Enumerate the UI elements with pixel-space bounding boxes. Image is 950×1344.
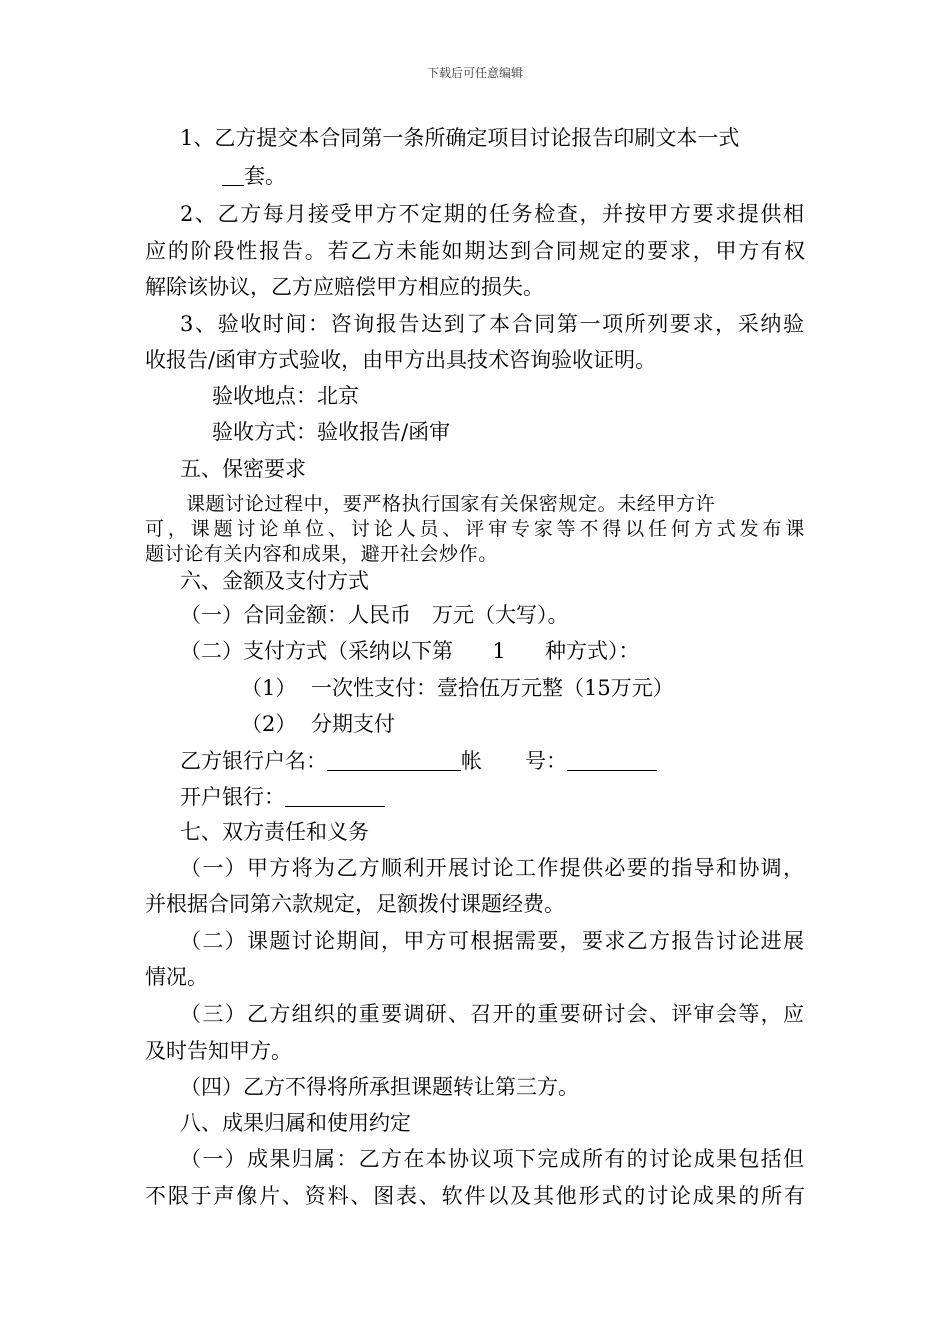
page-header: 下载后可任意编辑 xyxy=(426,66,523,80)
bank-name-label: 开户银行： xyxy=(180,785,285,809)
payment-option-1 xyxy=(241,674,674,702)
contract-amount: （一）合同金额：人民币 万元（大写）。 xyxy=(180,603,569,627)
clause-4-item-1-line-1: 1、乙方提交本合同第一条所确定项目讨论报告印刷文本一式 xyxy=(180,126,740,150)
section-8-item-1-line-2: 不限于声像片、资料、图表、软件以及其他形式的讨论成果的所有 xyxy=(145,1184,805,1208)
clause-4-item-2-line-1: 2、乙方每月接受甲方不定期的任务检查，并按甲方要求提供相 xyxy=(180,202,804,226)
section-5-line-3: 题讨论有关内容和成果，避开社会炒作。 xyxy=(145,543,498,565)
account-number-label-2: 号： xyxy=(525,749,567,773)
clause-4-item-2-line-2: 应的阶段性报告。若乙方未能如期达到合同规定的要求，甲方有权 xyxy=(145,239,805,263)
copies-blank xyxy=(222,165,244,186)
payment-method xyxy=(180,637,640,665)
account-number-blank xyxy=(567,750,657,771)
section-5-line-1: 课题讨论过程中，要严格执行国家有关保密规定。未经甲方许 xyxy=(186,493,716,515)
bank-name-blank xyxy=(285,786,385,807)
payment-option-1-number: （1） xyxy=(241,676,297,700)
payment-method-suffix: 种方式）： xyxy=(545,639,640,663)
account-name-blank xyxy=(327,750,461,771)
section-8-item-1-line-1: （一）成果归属：乙方在本协议项下完成所有的讨论成果包括但 xyxy=(180,1147,804,1171)
section-5-line-2: 可，课题讨论单位、讨论人员、评审专家等不得以任何方式发布课 xyxy=(145,518,805,540)
section-7-item-1-line-1: （一）甲方将为乙方顺利开展讨论工作提供必要的指导和协调， xyxy=(180,856,804,880)
acceptance-location: 验收地点：北京 xyxy=(212,384,359,408)
section-7-item-4: （四）乙方不得将所承担课题转让第三方。 xyxy=(180,1075,579,1099)
copies-unit: 套。 xyxy=(244,164,286,188)
acceptance-method: 验收方式：验收报告/函审 xyxy=(212,420,451,444)
section-7-item-3-line-1: （三）乙方组织的重要调研、召开的重要研讨会、评审会等，应 xyxy=(180,1002,804,1026)
bank-name-row xyxy=(180,783,385,811)
payment-method-prefix: （二）支付方式（采纳以下第 xyxy=(180,639,453,663)
clause-4-item-3-line-2: 收报告/函审方式验收，由甲方出具技术咨询验收证明。 xyxy=(145,348,657,372)
section-7-item-1-line-2: 并根据合同第六款规定，足额拨付课题经费。 xyxy=(145,892,565,916)
section-8-heading: 八、成果归属和使用约定 xyxy=(180,1111,411,1135)
payment-option-1-text: 一次性支付：壹拾伍万元整（15万元） xyxy=(311,676,674,700)
payment-option-2-number: （2） xyxy=(241,712,297,736)
bank-account-row xyxy=(180,747,657,775)
account-number-label-1: 帐 xyxy=(461,749,482,773)
section-7-item-2-line-1: （二）课题讨论期间，甲方可根据需要，要求乙方报告讨论进展 xyxy=(180,929,804,953)
clause-4-item-3-line-1: 3、验收时间：咨询报告达到了本合同第一项所列要求，采纳验 xyxy=(180,312,804,336)
clause-4-item-1-line-2 xyxy=(222,162,286,190)
payment-option-2-text: 分期支付 xyxy=(311,712,395,736)
section-7-heading: 七、双方责任和义务 xyxy=(180,820,369,844)
section-7-item-2-line-2: 情况。 xyxy=(145,965,208,989)
section-5-heading: 五、保密要求 xyxy=(180,457,306,481)
account-name-label: 乙方银行户名： xyxy=(180,749,327,773)
section-6-heading: 六、金额及支付方式 xyxy=(180,569,369,593)
section-7-item-3-line-2: 及时告知甲方。 xyxy=(145,1039,292,1063)
clause-4-item-2-line-3: 解除该协议，乙方应赔偿甲方相应的损失。 xyxy=(145,275,544,299)
payment-option-2 xyxy=(241,710,395,738)
payment-method-choice: 1 xyxy=(492,639,506,663)
